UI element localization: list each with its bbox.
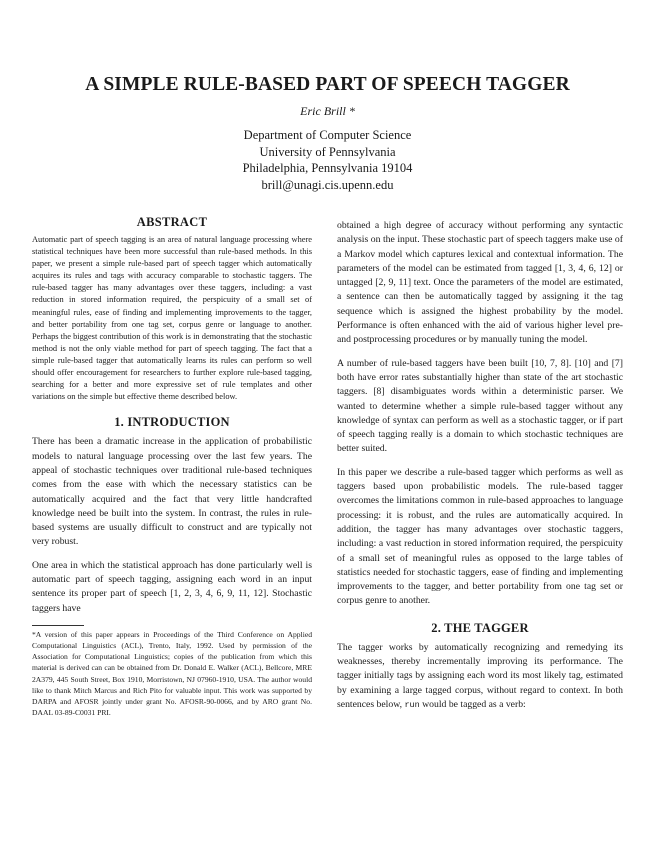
tagger-text-after: would be tagged as a verb: xyxy=(419,698,526,710)
intro-paragraph-2: One area in which the statistical approach has done particularly well is automatic part of speech tagging, assigning each word in an input sentence its proper part of speech [1, 2, 3, 4, 6, 9, 11, 12]. Stochastic taggers have xyxy=(32,559,312,614)
author-name: Eric Brill * xyxy=(300,104,355,118)
affiliation-block xyxy=(0,127,655,193)
code-word-run: run xyxy=(404,699,420,710)
affiliation-university: University of Pennsylvania xyxy=(259,144,396,159)
right-paragraph-3: In this paper we describe a rule-based tagger which performs as well as taggers based upon probabilistic models. The rule-based tagger overcomes the limitations common in rule-based approaches to language processing: it is robust, and the rules are automatically acquired. In addition, the tagger has many advantages over stochastic taggers, including: a vast reduction in stored information required, the perspicuity of a small set of meaningful rules as opposed to the large tables of statistics needed for stochastic taggers, ease of finding and implementing improvements to the tagger, and better portability from one tag set or corpus genre to another. xyxy=(337,466,623,607)
affiliation-department: Department of Computer Science xyxy=(243,128,412,142)
right-paragraph-1: obtained a high degree of accuracy without performing any syntactic analysis on the input. These stochastic part of speech taggers make use of a Markov model which captures lexical and contextual information. The parameters of the model can be estimated from tagged [1, 3, 4, 6, 12] or untagged [2, 9, 11] text. Once the parameters of the model are estimated, a sentence can then be automatically tagged by assigning it the tag sequence which is assigned the highest probability by the model. Performance is often enhanced with the aid of various higher level pre- and postprocessing procedures or by manually tuning the model. xyxy=(337,220,623,346)
footnote-rule xyxy=(32,625,84,626)
tagger-paragraph xyxy=(337,641,623,712)
abstract-heading: ABSTRACT xyxy=(136,215,208,229)
right-paragraph-2: A number of rule-based taggers have been built [10, 7, 8]. [10] and [7] both have error rates substantially higher than state of the art stochastic taggers. [8] disambiguates words within a deterministic parser. We wanted to determine whether a simple rule-based tagger without any knowledge of syntax can perform as well as a stochastic tagger, or if part of speech tagging really is a domain to which stochastic techniques are better suited. xyxy=(337,357,623,455)
paper-title: A SIMPLE RULE-BASED PART OF SPEECH TAGGER xyxy=(85,74,570,95)
tagger-text-before: The tagger works by automatically recognizing and remedying its weaknesses, thereby incrementally improving its performance. The tagger initially tags by assigning each word its most likely tag, estimated by examining a large tagged corpus, without regard to context. In both sentences below, xyxy=(337,641,623,710)
abstract-text: Automatic part of speech tagging is an area of natural language processing where statistical techniques have been more successful than rule-based methods. In this paper, we present a simple rule-based part of speech tagger which automatically acquires its rules and tags with accuracy comparable to stochastic taggers. The rule-based tagger has many advantages over these taggers, including: a vast reduction in stored information required, the perspicuity of a small set of meaningful rules, ease of finding and implementing improvements to the tagger, and better portability from one tag set, corpus genre or language to another. Perhaps the biggest contribution of this work is in demonstrating that the stochastic method is not the only viable method for part of speech tagging. The fact that a simple rule-based tagger that automatically learns its rules can perform so well should offer encouragement for researchers to further explore rule-based tagging, searching for a better and more expressive set of rule templates and other variations on the simple but effective theme described below. xyxy=(32,235,312,402)
right-column xyxy=(337,219,623,721)
affiliation-address: Philadelphia, Pennsylvania 19104 xyxy=(242,161,413,175)
intro-paragraph-1: There has been a dramatic increase in the application of probabilistic models to natural language processing over the last few years. The appeal of stochastic techniques over traditional rule-based techniques comes from the ease with which the necessary statistics can be automatically acquired and the fact that very little handcrafted knowledge need be built into the system. In contrast, the rules in rule-based systems are usually difficult to construct and are typically not very robust. xyxy=(32,436,312,548)
section-heading-tagger: 2. THE TAGGER xyxy=(431,620,529,635)
author-email: brill@unagi.cis.upenn.edu xyxy=(261,177,394,192)
footnote-text: *A version of this paper appears in Proceedings of the Third Conference on Applied Computational Linguistics (ACL), Trento, Italy, 1992. Used by permission of the Association for Computational Linguistics; copies of the publication from which this material is derived can can be obtained from Dr. Donald E. Walker (ACL), Bellcore, MRE 2A379, 445 South Street, Box 1910, Morristown, NJ 07960-1910, USA. The author would like to thank Mitch Marcus and Rich Pito for valuable input. This work was supported by DARPA and AFOSR jointly under grant No. AFOSR-90-0066, and by ARO grant No. DAAL 03-89-C0031 PRI. xyxy=(32,629,312,718)
left-column xyxy=(32,215,312,719)
section-heading-introduction: 1. INTRODUCTION xyxy=(114,415,230,430)
